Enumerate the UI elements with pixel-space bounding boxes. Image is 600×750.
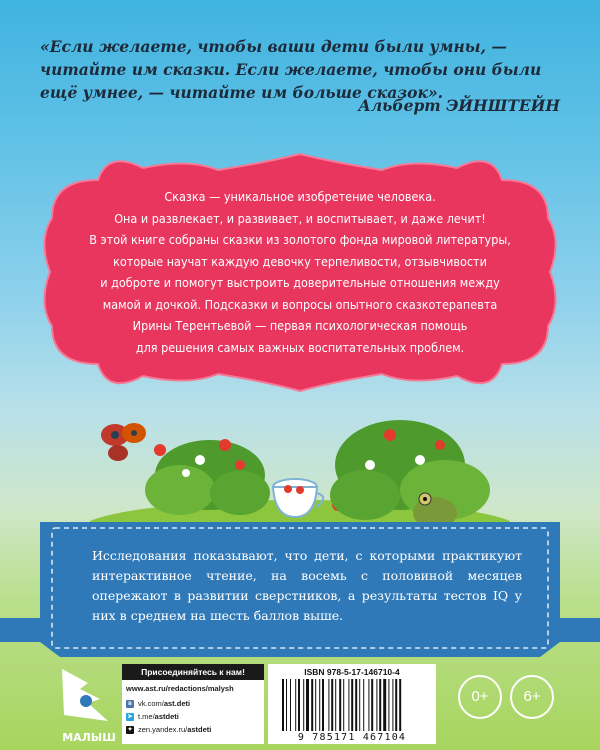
age-rating-badge: 6+ [510,675,554,719]
plaque-line: для решения самых важных воспитательных проблем. [135,339,465,355]
plaque-line: Ирины Терентьевой — первая психологическая помощь [132,318,468,333]
publisher-name: МАЛЫШ [62,731,116,744]
quote-author: Альберт ЭЙНШТЕЙН [358,96,560,115]
einstein-quote: «Если желаете, чтобы ваши дети были умны, — читайте им сказки. Если желаете, чтобы они были ещё умнее, — читайте им больше сказок». [40,37,542,102]
malysh-logo-icon [58,665,120,747]
plaque-line: В этой книге собраны сказки из золотого фонда мировой литературы, [89,232,511,247]
barcode-box [268,664,436,744]
plaque-line: которые научат каждую девочку терпеливости, отзывчивости [113,253,487,269]
zen-icon: ✦ [127,726,133,733]
telegram-icon: ➤ [127,713,133,720]
social-links-box [122,664,264,744]
age-rating-badge: 0+ [458,675,502,719]
telegram-link[interactable]: ➤ t.me/astdeti [127,712,179,721]
strawberry-bush-left-icon [145,439,270,515]
barcode-icon [280,679,424,731]
butterfly-icon [101,423,146,461]
plaque-line: мамой и дочкой. Подсказки и вопросы опытного сказкотерапевта [102,296,498,312]
plaque-text [58,186,542,358]
barcode-digits: 9 785171 467104 [297,732,407,743]
plaque-line: и доброте и помогут выстроить доверительные отношения между [100,275,500,290]
research-text: Исследования показывают, что дети, с которыми практикуют интерактивное чтение, на восемь с половиной месяцев опережают в развитии сверстников, а результаты тестов IQ у них в среднем на шесть баллов выше. [92,548,522,623]
strawberry-bush-right-icon [330,420,490,520]
vk-link[interactable]: в vk.com/ast.deti [126,699,190,708]
vk-icon: в [126,700,134,708]
website-link[interactable]: www.ast.ru/redactions/malysh [126,684,234,693]
zen-link[interactable]: ✦ zen.yandex.ru/astdeti [127,725,212,734]
join-banner: Присоединяйтесь к нам! [122,664,264,680]
isbn-label: ISBN 978-5-17-146710-4 [304,667,400,677]
plaque-line: Она и развлекает, и развивает, и воспитывает, и даже лечит! [114,210,486,226]
plaque-line: Сказка — уникальное изобретение человека. [164,189,436,204]
